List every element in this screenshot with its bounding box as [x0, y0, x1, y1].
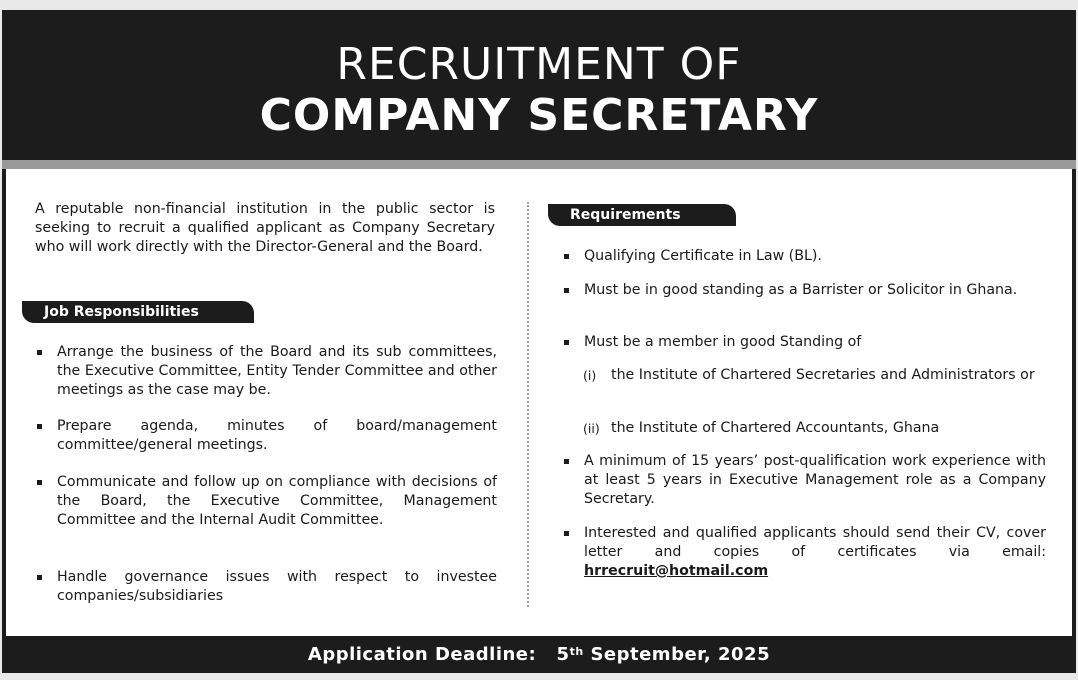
bullet-icon	[564, 531, 569, 536]
title-line-1: RECRUITMENT OF	[336, 39, 742, 90]
requirements-heading: Requirements	[548, 204, 736, 226]
title-line-2: COMPANY SECRETARY	[259, 90, 819, 141]
job-item-text: Communicate and follow up on compliance with decisions of the Board, the Executive Committee, Management Committee and the Internal Audit Committee.	[57, 474, 497, 528]
sub-item-text: the Institute of Chartered Secretaries and Administrators or	[611, 367, 1035, 383]
experience-text: A minimum of 15 years’ post-qualification work experience with at least 5 years in Executive Management role as a Company Secretary.	[584, 453, 1046, 507]
requirement-item	[562, 333, 1046, 352]
job-item	[35, 568, 497, 606]
deadline-date: September, 2025	[590, 644, 771, 665]
requirement-item-text: Must be in good standing as a Barrister or Solicitor in Ghana.	[584, 282, 1018, 298]
requirement-item	[562, 452, 1046, 509]
deadline-label: Application Deadline:	[307, 644, 537, 665]
apply-text: Interested and qualified applicants should send their CV, cover letter and copies of certificates via email:	[584, 525, 1046, 560]
bullet-icon	[564, 459, 569, 464]
sub-item-text: the Institute of Chartered Accountants, Ghana	[611, 420, 940, 436]
bullet-icon	[564, 254, 569, 259]
job-item	[35, 343, 497, 400]
job-item-text: Handle governance issues with respect to investee companies/subsidiaries	[57, 569, 497, 604]
deadline-day-suffix: th	[569, 645, 584, 658]
bullet-icon	[564, 288, 569, 293]
sub-item-number: (ii)	[583, 421, 600, 436]
sub-item-number: (i)	[583, 368, 597, 383]
requirement-sub-item	[583, 366, 1043, 385]
header-divider-band	[2, 160, 1076, 169]
column-divider	[527, 202, 529, 607]
job-item-text: Prepare agenda, minutes of board/management committee/general meetings.	[57, 418, 497, 453]
right-border	[1072, 169, 1076, 639]
job-item-text: Arrange the business of the Board and its sub committees, the Executive Committee, Entity Tender Committee and other meetings as the case may be.	[57, 344, 497, 398]
bullet-icon	[564, 340, 569, 345]
requirement-sub-item	[583, 419, 1043, 438]
email-link[interactable]: hrrecruit@hotmail.com	[584, 563, 769, 579]
deadline-bar	[2, 636, 1076, 673]
left-border	[2, 169, 6, 639]
bullet-icon	[37, 424, 42, 429]
header-banner	[2, 10, 1076, 160]
requirement-item	[562, 281, 1046, 300]
job-advertisement	[2, 10, 1076, 673]
requirement-item	[562, 524, 1046, 581]
deadline-day: 5	[556, 644, 570, 665]
bullet-icon	[37, 480, 42, 485]
requirement-item-text: Must be a member in good Standing of	[584, 334, 862, 350]
intro-paragraph: A reputable non-financial institution in the public sector is seeking to recruit a qualified applicant as Company Secretary who will work directly with the Director-General and the Board.	[35, 201, 495, 255]
job-item	[35, 417, 497, 455]
job-responsibilities-heading: Job Responsibilities	[22, 301, 254, 323]
job-item	[35, 473, 497, 530]
requirement-item	[562, 247, 1046, 266]
bullet-icon	[37, 350, 42, 355]
requirement-item-text: Qualifying Certificate in Law (BL).	[584, 248, 822, 264]
bullet-icon	[37, 575, 42, 580]
